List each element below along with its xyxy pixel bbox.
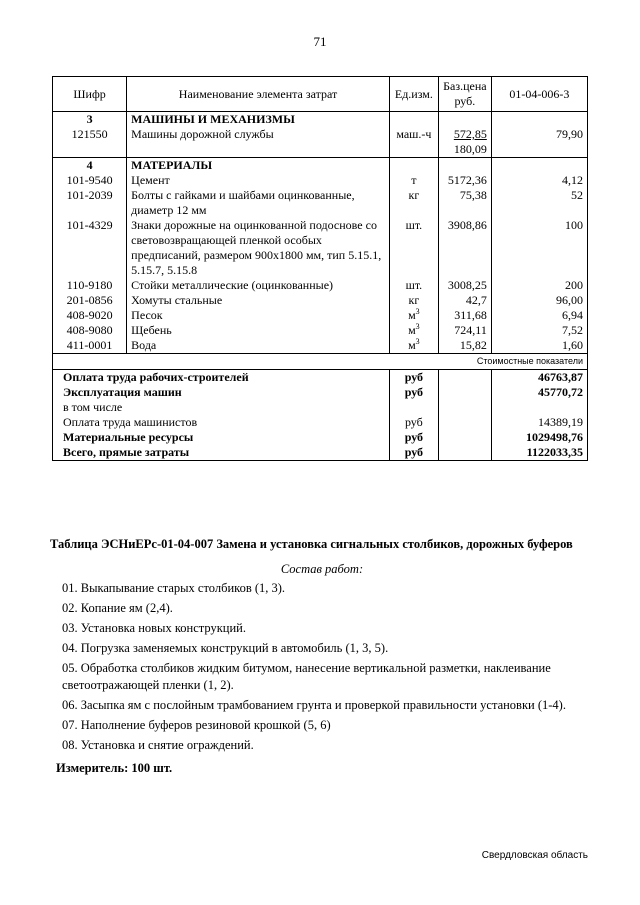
- unit-superscript: 3: [415, 337, 420, 346]
- works-list: [62, 580, 582, 754]
- row-name: Болты с гайками и шайбами оцинкованные, диаметр 12 мм: [127, 188, 390, 218]
- row-name: Щебень: [127, 323, 390, 338]
- work-item: 03. Установка новых конструкций.: [62, 621, 246, 635]
- summary-row: [53, 445, 588, 461]
- empty-cell: [438, 112, 491, 128]
- summary-label: Эксплуатация машин: [53, 385, 390, 400]
- row-name: Песок: [127, 308, 390, 323]
- summary-value: [491, 400, 587, 415]
- header-code: Шифр: [53, 77, 127, 112]
- table-title: Таблица ЭСНиЕРс-01-04-007 Замена и установка сигнальных столбиков, дорожных буферов: [50, 537, 573, 551]
- work-item: 01. Выкапывание старых столбиков (1, 3).: [62, 581, 286, 595]
- table-row: [53, 323, 588, 338]
- row-norm-value: 100: [491, 218, 587, 278]
- row-norm-value: 52: [491, 188, 587, 218]
- row-norm-value: 4,12: [491, 173, 587, 188]
- work-item: 06. Засыпка ям с послойным трамбованием грунта и проверкой правильности установки (1-4).: [62, 698, 566, 712]
- table-row: [53, 293, 588, 308]
- empty-cell: [438, 400, 491, 415]
- table-row: [53, 278, 588, 293]
- row-unit: $м^3$: [389, 338, 438, 354]
- table-row: [53, 173, 588, 188]
- row-unit: $м^3$: [389, 308, 438, 323]
- empty-cell: [389, 158, 438, 174]
- row-code: 408-9020: [53, 308, 127, 323]
- work-item: 05. Обработка столбиков жидким битумом, нанесение вертикальной разметки, наклеивание светоотражающей пленки (1, 2).: [62, 661, 551, 692]
- summary-value: 14389,19: [491, 415, 587, 430]
- row-code: 408-9080: [53, 323, 127, 338]
- header-norm: 01-04-006-3: [491, 77, 587, 112]
- table-row: [53, 218, 588, 278]
- summary-label: Оплата труда рабочих-строителей: [53, 370, 390, 386]
- summary-label: Оплата труда машинистов: [53, 415, 390, 430]
- cost-header: Стоимостные показатели: [53, 354, 588, 370]
- row-unit: кг: [389, 293, 438, 308]
- row-norm-value: 7,52: [491, 323, 587, 338]
- summary-unit: руб: [389, 415, 438, 430]
- section-header-row: [53, 158, 588, 174]
- row-unit: $м^3$: [389, 323, 438, 338]
- base-price-value: 572,85: [453, 127, 487, 141]
- row-name: Цемент: [127, 173, 390, 188]
- summary-unit: [389, 400, 438, 415]
- summary-unit: руб: [389, 370, 438, 386]
- summary-label: в том числе: [53, 400, 390, 415]
- empty-cell: [438, 370, 491, 386]
- row-norm-value: 200: [491, 278, 587, 293]
- work-item: 07. Наполнение буферов резиновой крошкой (5, 6): [62, 718, 331, 732]
- table-row: [53, 188, 588, 218]
- works-caption: Состав работ:: [280, 562, 364, 576]
- summary-value: 1122033,35: [491, 445, 587, 461]
- section-header-row: [53, 112, 588, 128]
- table-row: [53, 127, 588, 158]
- section-title: МАТЕРИАЛЫ: [127, 158, 390, 174]
- row-code: 201-0856: [53, 293, 127, 308]
- summary-value: 45770,72: [491, 385, 587, 400]
- row-unit: кг: [389, 188, 438, 218]
- table-row: [53, 308, 588, 323]
- summary-label: Всего, прямые затраты: [53, 445, 390, 461]
- meter: Измеритель: 100 шт.: [56, 761, 173, 775]
- row-name: Знаки дорожные на оцинкованной подосновe со световозвращающей пленкой особых предписаний, размером 900x1800 мм, тип 5.15.1, 5.15.7, 5.15.8: [127, 218, 390, 278]
- unit-superscript: 3: [415, 322, 420, 331]
- section-title: МАШИНЫ И МЕХАНИЗМЫ: [127, 112, 390, 128]
- row-code: 101-4329: [53, 218, 127, 278]
- summary-unit: руб: [389, 445, 438, 461]
- row-code: 121550: [53, 127, 127, 158]
- row-code: 411-0001: [53, 338, 127, 354]
- row-base-price: 75,38: [438, 188, 491, 218]
- row-norm-value: 6,94: [491, 308, 587, 323]
- summary-row: [53, 400, 588, 415]
- table-row: [53, 338, 588, 354]
- cost-header-row: [53, 354, 588, 370]
- row-base-price: 42,7: [438, 293, 491, 308]
- row-name: Вода: [127, 338, 390, 354]
- row-code: 101-2039: [53, 188, 127, 218]
- summary-row: [53, 415, 588, 430]
- row-base-price: 3008,25: [438, 278, 491, 293]
- empty-cell: [438, 415, 491, 430]
- empty-cell: [438, 445, 491, 461]
- empty-cell: [438, 430, 491, 445]
- base-price-secondary: 180,09: [453, 142, 487, 156]
- empty-cell: [491, 158, 587, 174]
- row-code: 101-9540: [53, 173, 127, 188]
- section-number: 4: [53, 158, 127, 174]
- summary-label: Материальные ресурсы: [53, 430, 390, 445]
- row-norm-value: 79,90: [491, 127, 587, 158]
- unit-superscript: 3: [415, 307, 420, 316]
- row-base-price: 5172,36: [438, 173, 491, 188]
- empty-cell: [438, 385, 491, 400]
- work-item: 08. Установка и снятие ограждений.: [62, 738, 254, 752]
- table-body: [53, 112, 588, 461]
- row-code: 110-9180: [53, 278, 127, 293]
- row-unit: шт.: [389, 278, 438, 293]
- header-unit: Ед.изм.: [389, 77, 438, 112]
- row-base-price: 311,68: [438, 308, 491, 323]
- table-header-row: [53, 77, 588, 112]
- row-unit: т: [389, 173, 438, 188]
- row-base-price: 3908,86: [438, 218, 491, 278]
- summary-row: [53, 370, 588, 386]
- row-name: Стойки металлические (оцинкованные): [127, 278, 390, 293]
- header-base-price: Баз.цена руб.: [438, 77, 491, 112]
- row-norm-value: 96,00: [491, 293, 587, 308]
- summary-value: 46763,87: [491, 370, 587, 386]
- work-item: 04. Погрузка заменяемых конструкций в автомобиль (1, 3, 5).: [62, 641, 389, 655]
- next-table-section: [50, 536, 582, 777]
- row-name: Машины дорожной службы: [127, 127, 390, 158]
- summary-unit: руб: [389, 430, 438, 445]
- row-unit: шт.: [389, 218, 438, 278]
- summary-row: [53, 385, 588, 400]
- row-base-price: [438, 127, 491, 158]
- row-base-price: 724,11: [438, 323, 491, 338]
- cost-table: [52, 76, 588, 461]
- empty-cell: [438, 158, 491, 174]
- empty-cell: [389, 112, 438, 128]
- empty-cell: [491, 112, 587, 128]
- row-unit: маш.-ч: [389, 127, 438, 158]
- page-footer: Свердловская область: [481, 850, 588, 861]
- work-item: 02. Копание ям (2,4).: [62, 601, 173, 615]
- page-number: 71: [313, 34, 327, 49]
- row-base-price: 15,82: [438, 338, 491, 354]
- row-norm-value: 1,60: [491, 338, 587, 354]
- row-name: Хомуты стальные: [127, 293, 390, 308]
- summary-unit: руб: [389, 385, 438, 400]
- header-name: Наименование элемента затрат: [127, 77, 390, 112]
- section-number: 3: [53, 112, 127, 128]
- summary-row: [53, 430, 588, 445]
- summary-value: 1029498,76: [491, 430, 587, 445]
